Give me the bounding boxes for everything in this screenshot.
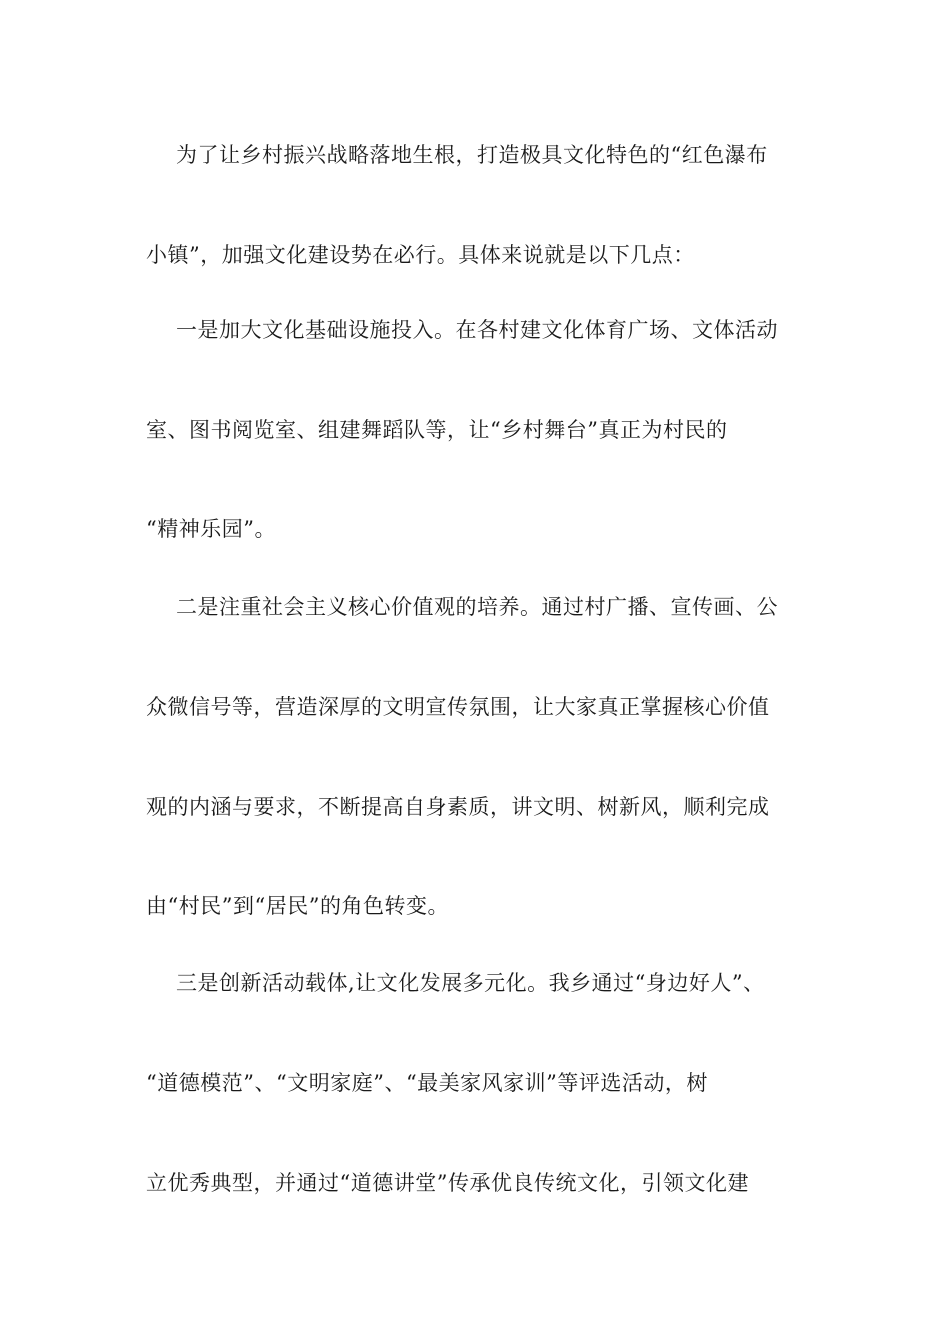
paragraph-4-line-3: 立优秀典型，并通过“道德讲堂”传承优良传统文化，引领文化建 xyxy=(146,1171,749,1195)
paragraph-4-line-1: 三是创新活动载体,让文化发展多元化。我乡通过“身边好人”、 xyxy=(176,971,765,995)
paragraph-1-line-2: 小镇”，加强文化建设势在必行。具体来说就是以下几点： xyxy=(146,243,695,267)
paragraph-2-line-2: 室、图书阅览室、组建舞蹈队等，让“乡村舞台”真正为村民的 xyxy=(146,418,728,442)
paragraph-2-line-3: “精神乐园”。 xyxy=(146,517,276,541)
paragraph-4-line-2: “道德模范”、“文明家庭”、“最美家风家训”等评选活动，树 xyxy=(146,1071,708,1095)
paragraph-3-line-1: 二是注重社会主义核心价值观的培养。通过村广播、宣传画、公 xyxy=(176,595,778,619)
paragraph-1-line-1: 为了让乡村振兴战略落地生根，打造极具文化特色的“红色瀑布 xyxy=(176,143,768,167)
paragraph-2-line-1: 一是加大文化基础设施投入。在各村建文化体育广场、文体活动 xyxy=(176,318,778,342)
paragraph-3-line-2: 众微信号等，营造深厚的文明宣传氛围，让大家真正掌握核心价值 xyxy=(146,695,770,719)
paragraph-3-line-3: 观的内涵与要求，不断提高自身素质，讲文明、树新风，顺利完成 xyxy=(146,795,770,819)
paragraph-3-line-4: 由“村民”到“居民”的角色转变。 xyxy=(146,894,449,918)
